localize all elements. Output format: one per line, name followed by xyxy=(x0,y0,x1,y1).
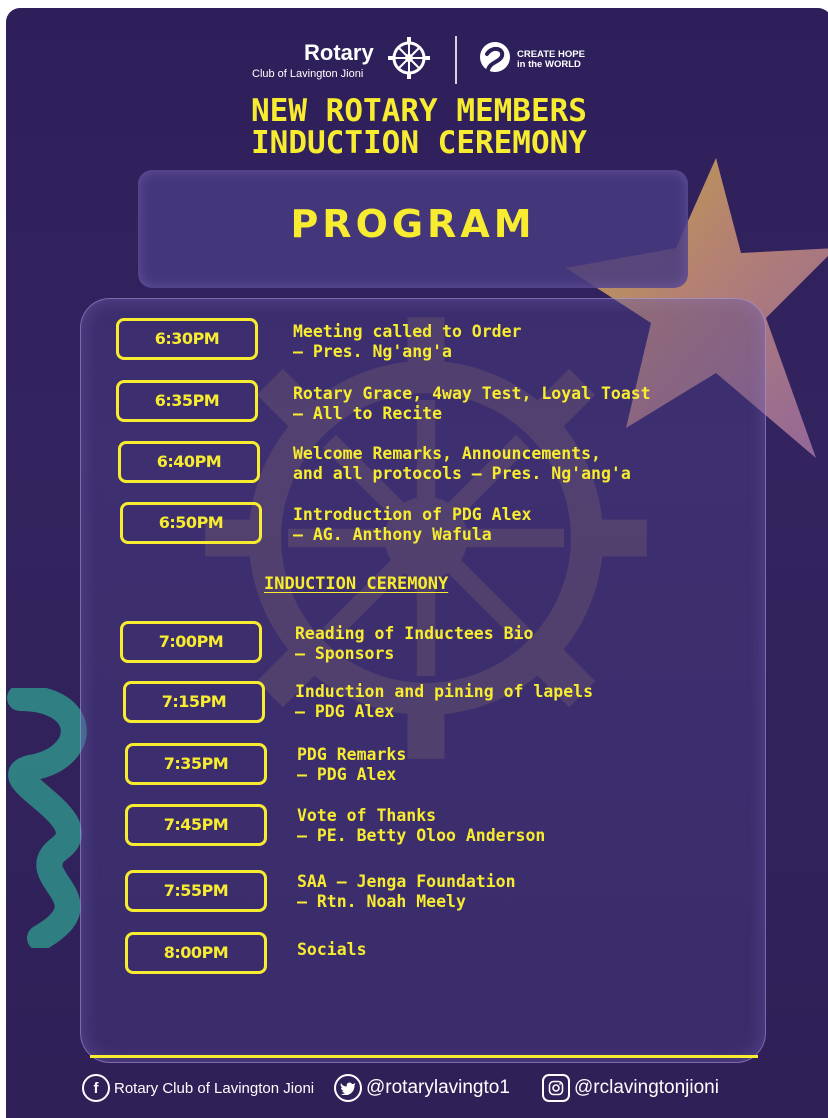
time-pill: 6:35PM xyxy=(116,380,258,422)
schedule-item-title: Vote of Thanks xyxy=(297,806,437,825)
create-hope-logo xyxy=(478,40,512,78)
schedule-item-title: Welcome Remarks, Announcements, xyxy=(293,444,601,463)
program-label: PROGRAM xyxy=(290,202,536,246)
instagram-icon xyxy=(542,1074,570,1102)
schedule-item xyxy=(293,322,521,362)
schedule-item-detail: – PE. Betty Oloo Anderson xyxy=(297,826,546,845)
time-pill: 7:45PM xyxy=(125,804,267,846)
slogan xyxy=(517,50,607,70)
schedule-item-title: Rotary Grace, 4way Test, Loyal Toast xyxy=(293,384,651,403)
schedule-item-title: SAA — Jenga Foundation xyxy=(297,872,516,891)
header-logos xyxy=(6,22,828,82)
facebook-link[interactable] xyxy=(82,1071,314,1105)
schedule-item xyxy=(293,505,531,545)
schedule-item-detail: – All to Recite xyxy=(293,404,443,423)
time-pill: 7:35PM xyxy=(125,743,267,785)
club-name: Club of Lavington Jioni xyxy=(252,68,364,80)
schedule-item-detail: – PDG Alex xyxy=(297,765,397,784)
twitter-handle: @rotarylavingto1 xyxy=(366,1077,510,1098)
event-title-line1: NEW ROTARY MEMBERS xyxy=(251,93,587,129)
schedule-item-title: PDG Remarks xyxy=(297,745,407,764)
instagram-link[interactable] xyxy=(542,1071,719,1105)
time-pill: 6:50PM xyxy=(120,502,262,544)
poster xyxy=(6,8,828,1118)
schedule-item-detail: – AG. Anthony Wafula xyxy=(293,525,492,544)
slogan-line1: CREATE HOPE xyxy=(517,49,585,60)
schedule-item xyxy=(297,940,367,960)
schedule-item xyxy=(297,872,516,912)
rotary-logo-text: Rotary xyxy=(304,40,374,65)
schedule-item xyxy=(293,384,651,424)
facebook-handle: Rotary Club of Lavington Jioni xyxy=(114,1079,315,1097)
facebook-icon: f xyxy=(82,1074,110,1102)
twitter-icon xyxy=(334,1074,362,1102)
program-banner xyxy=(138,170,688,288)
schedule-item-detail: – PDG Alex xyxy=(295,702,395,721)
schedule-item xyxy=(293,444,631,484)
footer-divider xyxy=(90,1055,758,1058)
schedule-item-detail: – Sponsors xyxy=(295,644,395,663)
schedule-item-title: Introduction of PDG Alex xyxy=(293,505,532,524)
time-pill: 7:00PM xyxy=(120,621,262,663)
time-pill: 6:40PM xyxy=(118,441,260,483)
schedule-item xyxy=(295,624,533,664)
time-pill: 7:55PM xyxy=(125,870,267,912)
schedule-item-detail: and all protocols – Pres. Ng'ang'a xyxy=(293,464,631,483)
time-pill: 8:00PM xyxy=(125,932,267,974)
schedule-item xyxy=(297,745,406,785)
rotary-wheel-icon xyxy=(387,36,431,80)
schedule-item-title: Induction and pining of lapels xyxy=(295,682,594,701)
twitter-link[interactable] xyxy=(334,1071,510,1105)
instagram-handle: @rclavingtonjioni xyxy=(574,1077,719,1098)
schedule-item-detail: – Pres. Ng'ang'a xyxy=(293,342,452,361)
section-heading-induction: INDUCTION CEREMONY xyxy=(264,574,449,594)
schedule-item-detail: – Rtn. Noah Meely xyxy=(297,892,466,911)
slogan-line2: in the WORLD xyxy=(517,59,581,70)
header-divider xyxy=(455,36,457,84)
time-pill: 6:30PM xyxy=(116,318,258,360)
schedule-item-title: Meeting called to Order xyxy=(293,322,522,341)
schedule-item xyxy=(295,682,593,722)
schedule-item-title: Socials xyxy=(297,940,367,959)
event-title-line2: INDUCTION CEREMONY xyxy=(251,125,587,161)
time-pill: 7:15PM xyxy=(123,681,265,723)
schedule-item xyxy=(297,806,545,846)
schedule-item-title: Reading of Inductees Bio xyxy=(295,624,534,643)
